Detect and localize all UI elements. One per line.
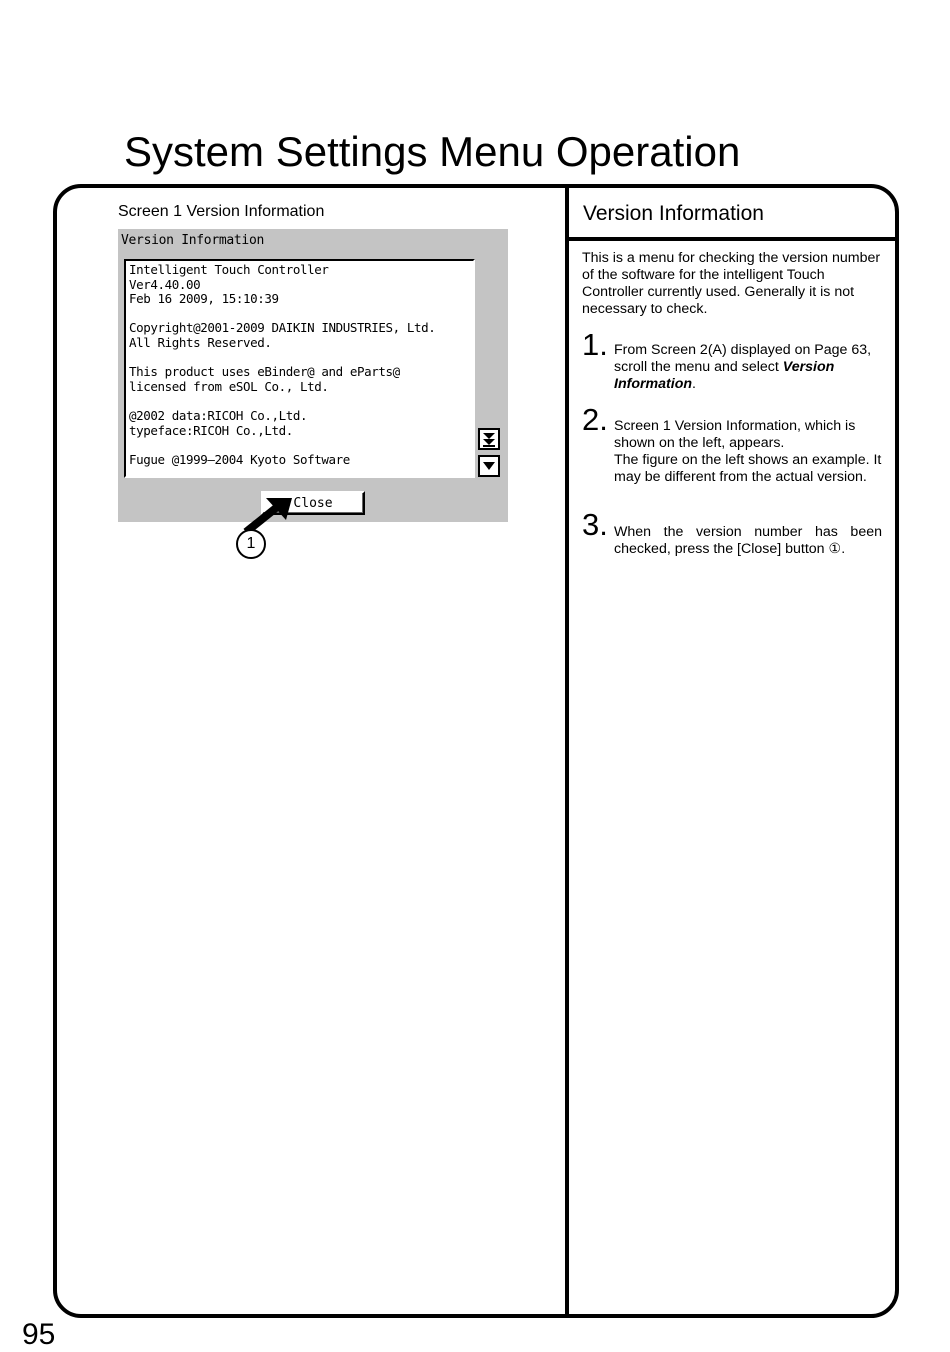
version-info-screen	[118, 229, 508, 522]
step-text: When the version number has been checked, press the [Close] button ①.	[614, 524, 882, 557]
screen-window-title: Version Information	[121, 233, 265, 248]
scroll-to-end-button[interactable]	[478, 428, 500, 450]
step-text: From Screen 2(A) displayed on Page 63, scroll the menu and select Version Information.	[614, 342, 872, 392]
close-button[interactable]: Close	[261, 491, 365, 515]
down-arrow-icon	[481, 458, 497, 474]
scroll-down-button[interactable]	[478, 455, 500, 477]
double-down-arrow-icon	[481, 431, 497, 447]
page-number: 95	[22, 1318, 56, 1351]
section-title-underline	[567, 237, 897, 241]
page-title: System Settings Menu Operation	[124, 128, 741, 175]
step-text: Screen 1 Version Information, which is shown on the left, appears. The figure on the left shows an example. It may be different from the actual version.	[614, 418, 882, 485]
screen-caption: Screen 1 Version Information	[118, 203, 325, 220]
step-number: 2.	[582, 402, 608, 437]
column-divider	[565, 186, 569, 1316]
callout-number: 1	[236, 529, 266, 559]
step-number: 3.	[582, 507, 608, 542]
section-title: Version Information	[583, 202, 764, 225]
step-number: 1.	[582, 327, 608, 362]
intro-paragraph: This is a menu for checking the version number of the software for the intelligent Touch Controller currently used. Generally it is not necessary to check.	[582, 250, 881, 317]
version-text-box: Intelligent Touch Controller Ver4.40.00 Feb 16 2009, 15:10:39 Copyright@2001-2009 DAIKIN INDUSTRIES, Ltd. All Rights Reserved. This product uses eBinder@ and eParts@ licensed from eSOL Co., Ltd. @2002 data:RICOH Co.,Ltd. typeface:RICOH Co.,Ltd. Fugue @1999—2004 Kyoto Software	[124, 259, 475, 478]
